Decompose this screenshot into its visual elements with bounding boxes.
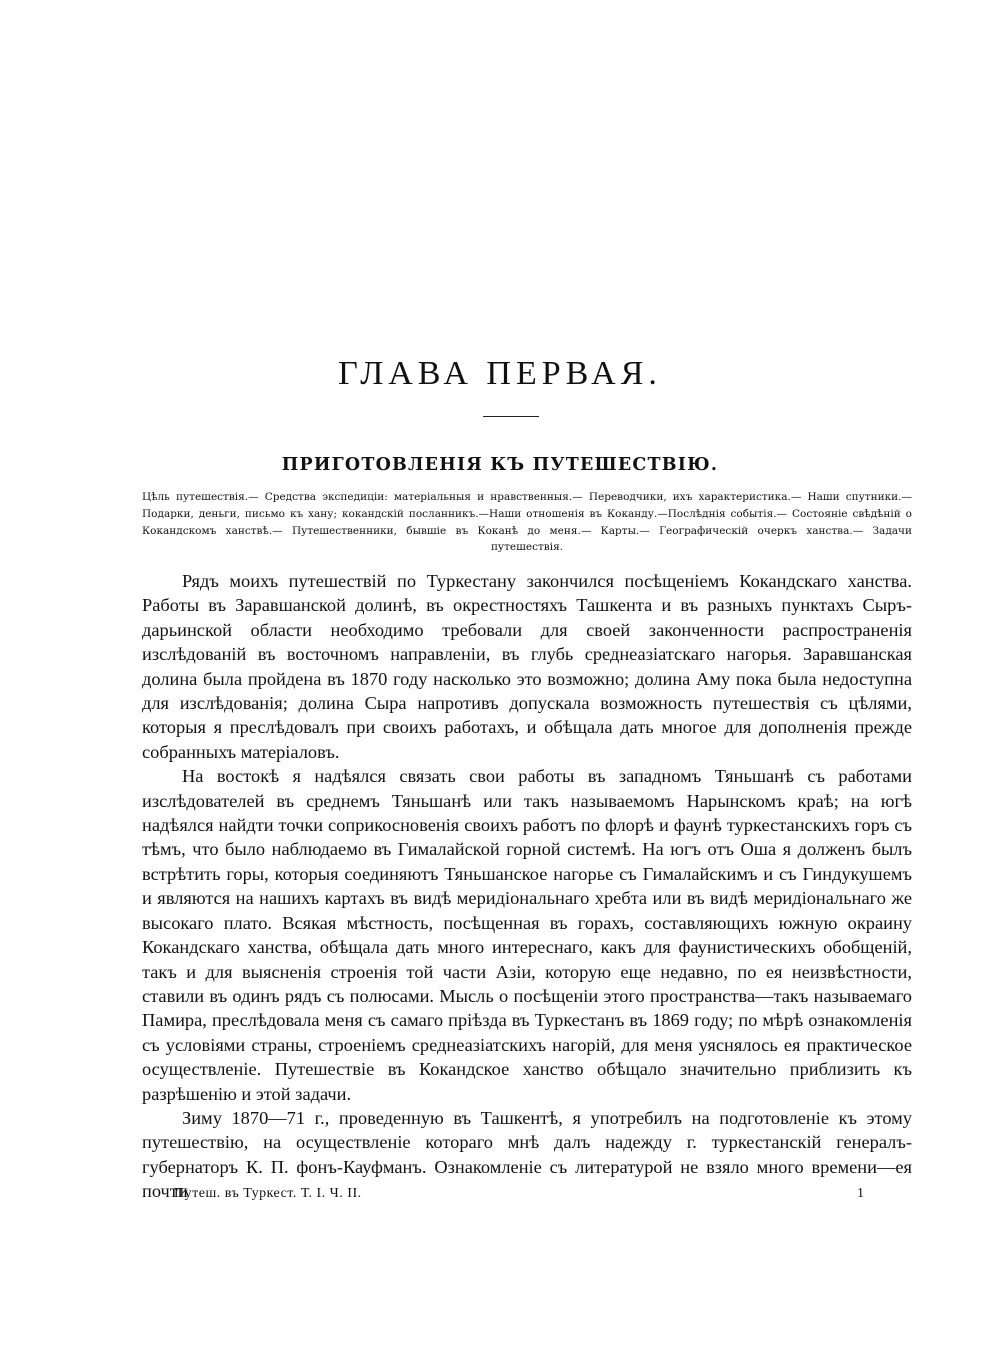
body-text [142,569,912,1204]
paragraph: Зиму 1870—71 г., проведенную въ Ташкентѣ, я употребилъ на подготовленіе къ этому путешествію, на осуществленіе котораго мнѣ далъ надежду г. туркестанскій генералъ-губернаторъ К. П. фонъ-Кауфманъ. Ознакомленіе съ литературой не взяло много времени—ея почти [142,1107,912,1202]
running-head: Путеш. въ Туркест. Т. I. Ч. II. [174,1186,362,1201]
chapter-title: ГЛАВА ПЕРВАЯ. [338,355,662,392]
page-number: 1 [857,1186,864,1201]
section-title: ПРИГОТОВЛЕНІЯ КЪ ПУТЕШЕСТВІЮ. [281,455,719,475]
chapter-summary: Цѣль путешествія.— Средства экспедиціи: матеріальныя и нравственныя.— Переводчики, ихъ характеристика.— Наши спутники.—Подарки, деньги, письмо къ хану; кокандскій посланникъ.—Наши отношенія въ Коканду.—Послѣднія событія.— Состояніе свѣдѣній о Кокандскомъ ханствѣ.— Путешественники, бывшіе въ Коканѣ до меня.— Карты.— Географическій очеркъ ханства.— Задачи путешествія. [142,491,912,554]
paragraph: На востокѣ я надѣялся связать свои работы въ западномъ Тяньшанѣ съ работами изслѣдователей въ среднемъ Тяньшанѣ или такъ называемомъ Нарынскомъ краѣ; на югѣ надѣялся найдти точки соприкосновенія своихъ работъ по флорѣ и фаунѣ туркестанскихъ горъ съ тѣмъ, что было наблюдаемо въ Гималайской горной системѣ. На югъ отъ Оша я долженъ былъ встрѣтить горы, которыя соединяютъ Тяньшанское нагорье съ Гималайскимъ и съ Гиндукушемъ и являются на нашихъ картахъ въ видѣ меридіональнаго хребта или въ видѣ меридіональнаго же высокаго плато. Всякая мѣстность, посѣщенная въ горахъ, составляющихъ южную окраину Кокандскаго ханства, обѣщала дать много интереснаго, какъ для фаунистическихъ обобщеній, такъ и для выясненія строенія той части Азіи, которую еще недавно, по ея неизвѣстности, ставили въ одинъ рядъ съ полюсами. Мысль о посѣщеніи этого пространства—такъ называемаго Памира, преслѣдовала меня съ самаго пріѣзда въ Туркестанъ въ 1869 году; по мѣрѣ ознакомленія съ условіями страны, строеніемъ среднеазіатскихъ нагорій, для меня уяснялось ея практическое осуществленіе. Путешествіе въ Кокандское ханство обѣщало значительно приблизить къ разрѣшенію и этой задачи. [142,766,912,1104]
paragraph: Рядъ моихъ путешествій по Туркестану закончился посѣщеніемъ Кокандскаго ханства. Работы въ Заравшанской долинѣ, въ окрестностяхъ Ташкента и въ разныхъ пунктахъ Сыръ-дарьинской области необходимо требовали для своей законченности распространенія изслѣдованій въ восточномъ направленіи, въ глубь среднеазіатскаго нагорья. Заравшанская долина была пройдена въ 1870 году насколько это возможно; долина Аму пока была недоступна для изслѣдованія; долина Сыра напротивъ допускала возможность путешествія съ цѣлями, которыя я преслѣдовалъ при своихъ работахъ, и обѣщала дать многое для дополненія прежде собранныхъ матеріаловъ. [142,571,912,762]
title-divider [483,416,539,417]
